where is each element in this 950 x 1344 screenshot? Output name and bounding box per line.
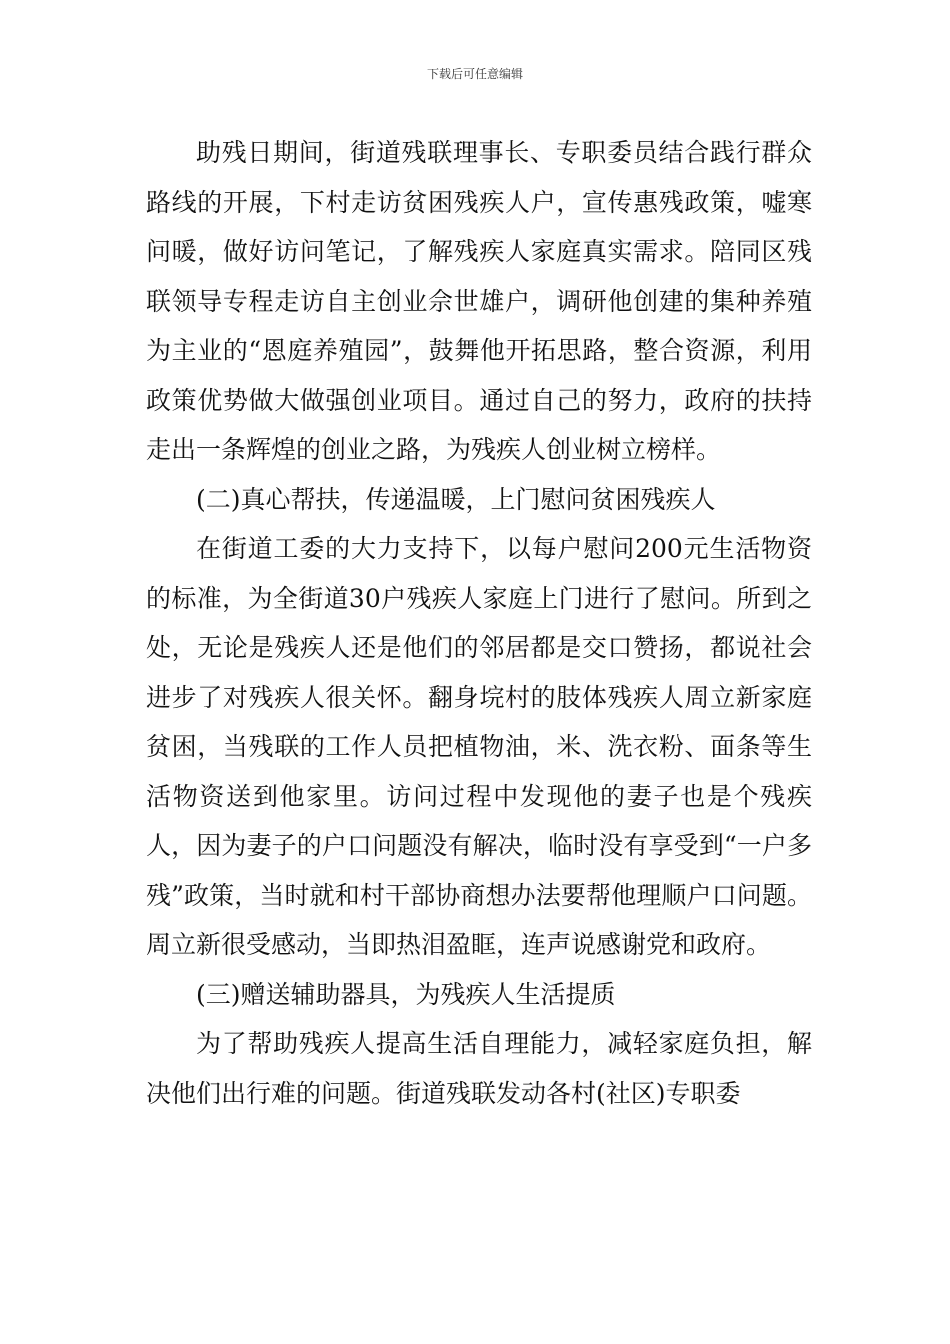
- paragraph-condolence: 在街道工委的大力支持下，以每户慰问200元生活物资的标准，为全街道30户残疾人家庭上门进行了慰问。所到之处，无论是残疾人还是他们的邻居都是交口赞扬，都说社会进步了对残疾人很关怀。翻身垸村的肢体残疾人周立新家庭贫困，当残联的工作人员把植物油，米、洗衣粉、面条等生活物资送到他家里。访问过程中发现他的妻子也是个残疾人，因为妻子的户口问题没有解决，临时没有享受到“一户多残”政策，当时就和村干部协商想办法要帮他理顺户口问题。周立新很受感动，当即热泪盈眶，连声说感谢党和政府。: [146, 534, 812, 959]
- paragraph-aids: 为了帮助残疾人提高生活自理能力，减轻家庭负担，解决他们出行难的问题。街道残联发动各村(社区)专职委: [146, 1029, 812, 1108]
- paragraph-visit: 助残日期间，街道残联理事长、专职委员结合践行群众路线的开展，下村走访贫困残疾人户，宣传惠残政策，嘘寒问暖，做好访问笔记，了解残疾人家庭真实需求。陪同区残联领导专程走访自主创业佘世雄户，调研他创建的集种养殖为主业的“恩庭养殖园”，鼓舞他开拓思路，整合资源，利用政策优势做大做强创业项目。通过自己的努力，政府的扶持走出一条辉煌的创业之路，为残疾人创业树立榜样。: [146, 138, 812, 464]
- section-heading-2: (二)真心帮扶，传递温暖，上门慰问贫困残疾人: [196, 484, 716, 514]
- document-body: [146, 128, 812, 1118]
- section-heading-3: (三)赠送辅助器具，为残疾人生活提质: [196, 979, 616, 1009]
- page-header-note: 下载后可任意编辑: [426, 67, 523, 81]
